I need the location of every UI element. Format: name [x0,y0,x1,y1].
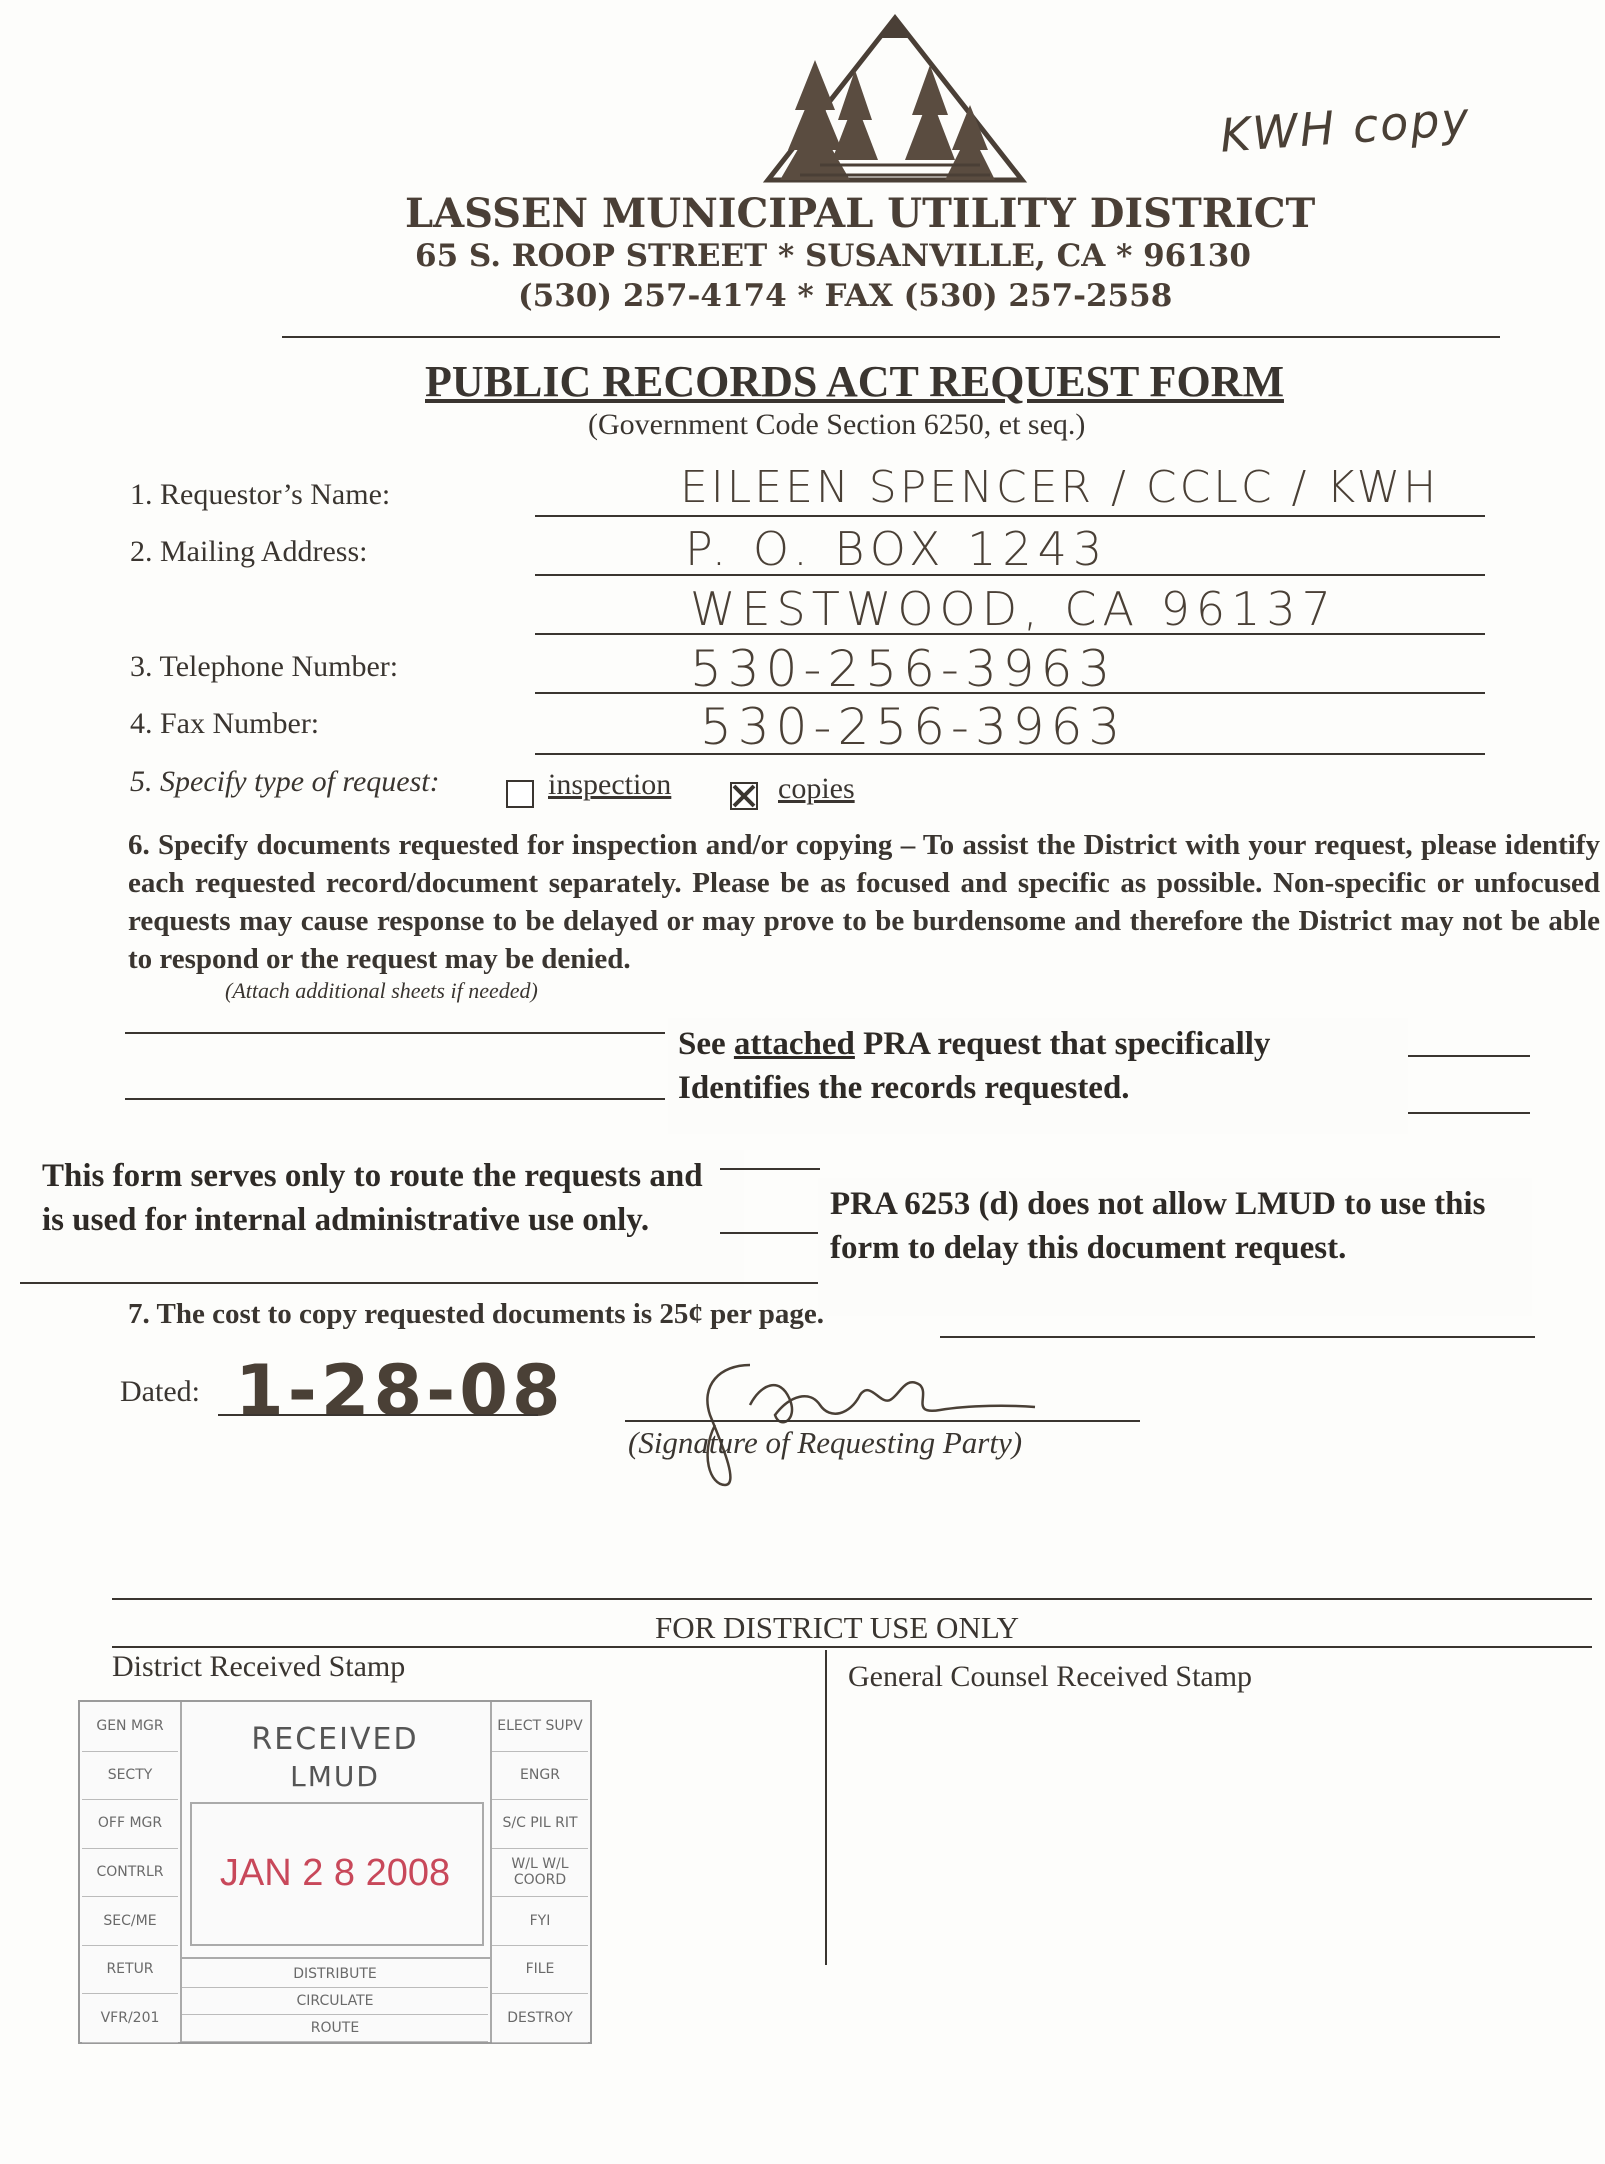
stamp-bottom-cell: CIRCULATE [182,1987,488,2015]
route-note-rule-2 [720,1232,820,1234]
attached-note-post: PRA request that specifically [854,1026,1271,1062]
attached-pra-note [668,1018,1408,1134]
stamp-org: LMUD [290,1760,380,1793]
district-use-divider [825,1650,827,1965]
telephone-rule [535,692,1485,694]
section6-rule-1 [125,1032,665,1034]
requestor-name-label: 1. Requestor’s Name: [130,478,391,511]
district-use-top-rule [112,1598,1592,1600]
route-note-rule-1 [720,1168,820,1170]
stamp-right-cell: ENGR [492,1751,588,1801]
district-use-title: FOR DISTRICT USE ONLY [655,1610,1020,1645]
received-stamp [78,1700,592,2044]
stamp-right-cell: FILE [492,1945,588,1995]
org-phone-fax: (530) 257-4174 * FAX (530) 257-2558 [518,278,1173,314]
stamp-bottom-cell: ROUTE [182,2014,488,2042]
mailing-address-line1-rule [535,574,1485,576]
mailing-address-line2[interactable]: WESTWOOD, CA 96137 [690,582,1337,636]
general-counsel-stamp-label: General Counsel Received Stamp [848,1660,1253,1693]
kwh-copy-annotation: KWH copy [1218,91,1473,163]
section6-rule-3 [125,1098,665,1100]
mailing-address-line2-rule [535,633,1485,635]
stamp-left-cell: VFR/201 [82,1993,178,2043]
dated-rule [218,1414,538,1416]
attached-note-pre: See [678,1026,734,1062]
mailing-address-label: 2. Mailing Address: [130,535,368,568]
dated-value[interactable]: 1-28-08 [235,1350,565,1432]
stamp-right-cell: W/L W/L COORD [492,1848,588,1898]
section6-rule-2 [1390,1055,1530,1057]
telephone-label: 3. Telephone Number: [130,650,399,683]
stamp-right-cell: ELECT SUPV [492,1702,588,1752]
stamp-right-cell: FYI [492,1896,588,1946]
cost-rule [940,1336,1535,1338]
checkbox-x-icon [732,784,756,808]
inspection-option-label: inspection [548,768,672,801]
inspection-checkbox[interactable] [506,780,534,808]
requestor-name-value[interactable]: EILEEN SPENCER / CCLC / KWH [680,462,1440,513]
copies-checkbox[interactable] [730,782,758,810]
org-address: 65 S. ROOP STREET * SUSANVILLE, CA * 96130 [415,238,1251,274]
mailing-address-line1[interactable]: P. O. BOX 1243 [685,522,1109,576]
requestor-name-line [535,515,1485,517]
requestor-signature [680,1345,1040,1490]
stamp-received: RECEIVED [251,1722,419,1757]
copy-cost-text: 7. The cost to copy requested documents is 25¢ per page. [128,1298,824,1330]
stamp-left-cell: SECTY [82,1751,178,1801]
signature-rule [625,1420,1140,1422]
route-note: This form serves only to route the requests and is used for internal administrative use only. [30,1150,744,1288]
stamp-left-cell: CONTRLR [82,1848,178,1898]
stamp-left-cell: SEC/ME [82,1896,178,1946]
stamp-date: JAN 2 8 2008 [219,1852,451,1894]
district-use-rule [112,1646,1592,1648]
fax-rule [535,753,1485,755]
district-logo [760,10,1030,185]
pra-6253-note: PRA 6253 (d) does not allow LMUD to use this form to delay this document request. [818,1178,1532,1316]
section6-rule-4 [1390,1112,1530,1114]
section6-instructions: 6. Specify documents requested for inspection and/or copying – To assist the District with your request, please identify each requested record/document separately. Please be as focused and specific as possible. Non-specific or unfocused requests may cause response to be delayed or may prove to be burdensome and therefore the District may not be able to respond or the request may be denied. [128,829,1600,975]
org-name: LASSEN MUNICIPAL UTILITY DISTRICT [405,190,1316,237]
stamp-left-cell: GEN MGR [82,1702,178,1752]
request-type-label: 5. Specify type of request: [130,765,440,798]
fax-label: 4. Fax Number: [130,707,320,740]
stamp-right-cell: DESTROY [492,1993,588,2043]
district-received-stamp-label: District Received Stamp [112,1650,406,1683]
stamp-bottom-cell: DISTRIBUTE [182,1960,488,1988]
stamp-right-cell: S/C PIL RIT [492,1799,588,1849]
copies-option-label: copies [778,772,855,805]
fax-value[interactable]: 530-256-3963 [700,698,1127,756]
dated-label: Dated: [120,1375,200,1408]
attach-note: (Attach additional sheets if needed) [225,978,538,1003]
stamp-left-cell: OFF MGR [82,1799,178,1849]
header-rule [282,336,1500,338]
attached-note-link: attached [733,1026,855,1062]
form-subtitle: (Government Code Section 6250, et seq.) [588,408,1086,441]
route-note-bottom-rule [20,1282,830,1284]
telephone-value[interactable]: 530-256-3963 [690,640,1117,698]
attached-note-line2: Identifies the records requested. [678,1070,1130,1106]
stamp-left-cell: RETUR [82,1945,178,1995]
form-title: PUBLIC RECORDS ACT REQUEST FORM [425,357,1284,406]
signature-caption: (Signature of Requesting Party) [628,1425,1023,1460]
